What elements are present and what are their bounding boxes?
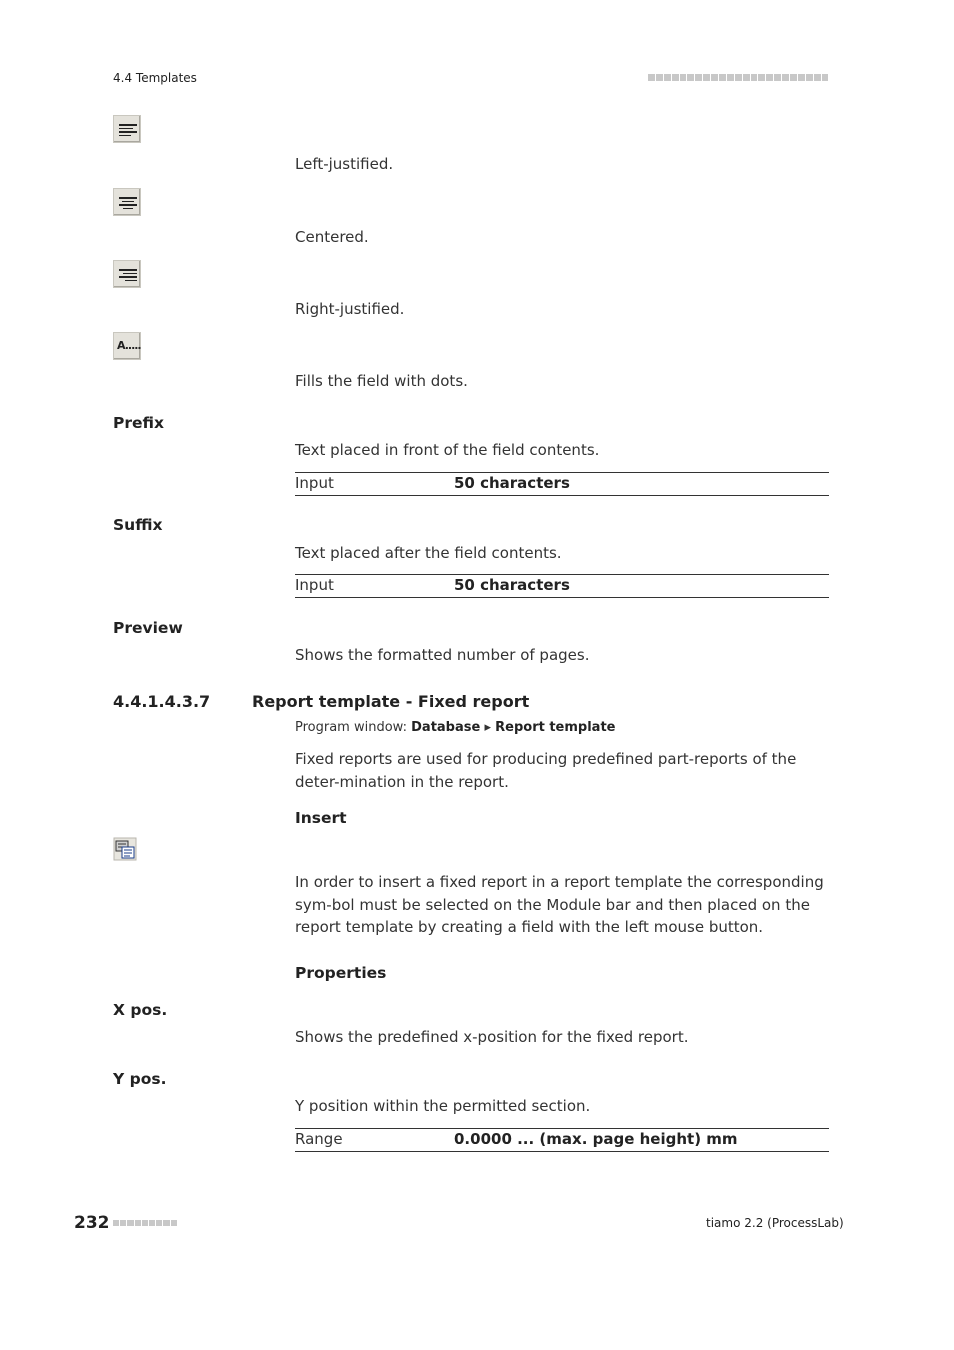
suffix-term: Suffix	[113, 516, 163, 534]
align-center-desc: Centered.	[295, 228, 369, 246]
program-window-label: Program window:	[295, 720, 407, 735]
xpos-term: X pos.	[113, 1001, 168, 1019]
suffix-input-table	[295, 574, 829, 598]
program-window-report-template: Report template	[495, 720, 616, 735]
prefix-input-key: Input	[295, 474, 334, 492]
align-left-icon	[113, 115, 141, 143]
section-number: 4.4.1.4.3.7	[113, 692, 211, 711]
section-intro: Fixed reports are used for producing predefined part-reports of the deter-mination in the report.	[295, 750, 797, 791]
running-header: 4.4 Templates	[113, 71, 197, 85]
prefix-input-table	[295, 472, 829, 496]
ypos-range-table	[295, 1128, 829, 1152]
align-left-desc: Left-justified.	[295, 155, 394, 173]
xpos-desc: Shows the predefined x-position for the fixed report.	[295, 1028, 689, 1046]
section-title: Report template - Fixed report	[252, 692, 530, 711]
preview-term: Preview	[113, 619, 183, 637]
program-window-database: Database	[411, 720, 481, 735]
ypos-term: Y pos.	[113, 1070, 167, 1088]
prefix-term: Prefix	[113, 414, 165, 432]
fill-dots-icon	[113, 332, 141, 360]
breadcrumb-arrow-icon: ▸	[484, 720, 491, 735]
align-center-icon	[113, 188, 141, 216]
align-right-icon	[113, 260, 141, 288]
header-decoration	[648, 74, 829, 81]
page-number: 232	[74, 1213, 110, 1233]
prefix-desc: Text placed in front of the field contents.	[295, 441, 600, 459]
ypos-range-value: 0.0000 ... (max. page height) mm	[454, 1130, 738, 1148]
insert-description: In order to insert a fixed report in a report template the corresponding sym-bol must be selected on the Module bar and then placed on the report template by creating a field with the left mouse button.	[295, 873, 824, 936]
align-right-desc: Right-justified.	[295, 300, 405, 318]
ypos-desc: Y position within the permitted section.	[295, 1097, 591, 1115]
program-window-path	[295, 720, 615, 735]
preview-desc: Shows the formatted number of pages.	[295, 646, 590, 664]
fill-dots-icon-glyph: A.....	[117, 339, 141, 352]
suffix-desc: Text placed after the field contents.	[295, 544, 562, 562]
ypos-range-key: Range	[295, 1130, 343, 1148]
footer-product: tiamo 2.2 (ProcessLab)	[706, 1216, 844, 1230]
insert-heading: Insert	[295, 809, 347, 827]
fixed-report-icon	[113, 837, 137, 861]
suffix-input-value: 50 characters	[454, 576, 570, 594]
properties-heading: Properties	[295, 964, 387, 982]
suffix-input-key: Input	[295, 576, 334, 594]
prefix-input-value: 50 characters	[454, 474, 570, 492]
fill-dots-desc: Fills the field with dots.	[295, 372, 468, 390]
footer-decoration	[113, 1220, 177, 1226]
